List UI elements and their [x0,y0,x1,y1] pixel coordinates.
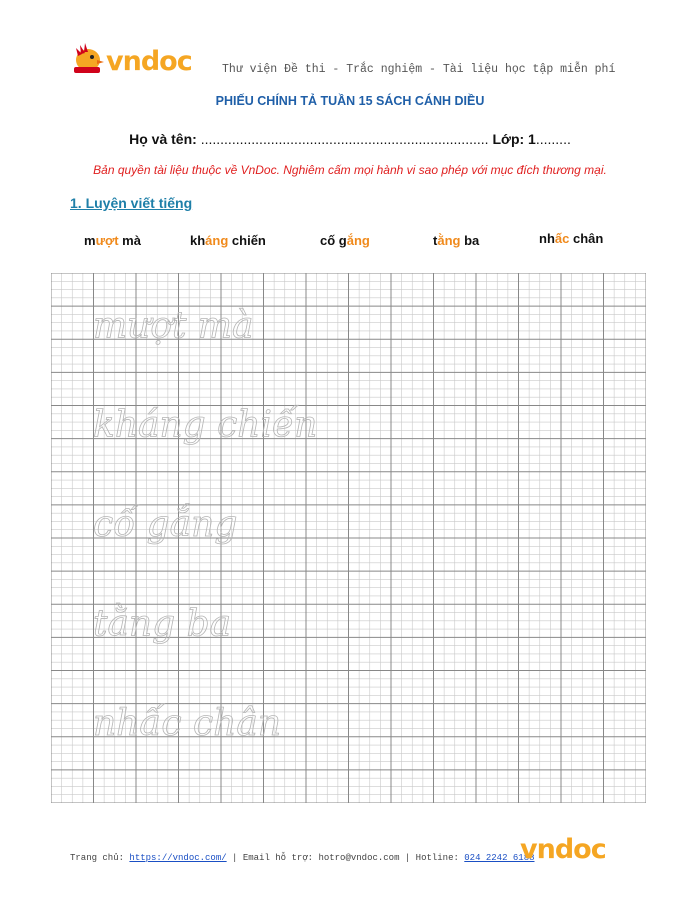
mascot-icon [74,43,104,73]
word-item: nhấc chân [539,231,604,246]
name-label: Họ và tên: [129,131,197,147]
section-heading: 1. Luyện viết tiếng [70,195,193,211]
word-item: tằng ba [433,233,480,248]
tracing-word: mượt mà [93,305,254,347]
logo-text: vndoc [106,46,192,77]
copyright-notice: Bản quyền tài liệu thuộc về VnDoc. Nghiêm cấm mọi hành vi sao phép với mục đích thương mại. [93,163,607,177]
tracing-word: kháng chiến [93,404,318,446]
footer-contact: Trang chủ: https://vndoc.com/ | Email hỗ trợ: hotro@vndoc.com | Hotline: 024 2242 6188 [70,853,535,863]
handwriting-grid[interactable] [51,273,646,803]
name-dots[interactable]: .......................................................................... [200,131,489,147]
word-item: cố gắng [320,233,370,248]
home-link[interactable]: https://vndoc.com/ [129,853,227,863]
tracing-word: tằng ba [93,603,232,645]
footer-logo [520,833,620,865]
class-dots[interactable]: ......... [535,131,571,147]
page-title: PHIẾU CHÍNH TẢ TUẦN 15 SÁCH CÁNH DIỀU [215,94,485,108]
word-item: mượt mà [84,233,141,248]
site-tagline: Thư viện Đề thi - Trắc nghiệm - Tài liệu học tập miễn phí [222,63,616,76]
hotline-link[interactable]: 024 2242 6188 [464,853,535,863]
class-label: Lớp: 1 [492,131,536,147]
svg-text:vndoc: vndoc [520,834,606,865]
name-class-line [0,131,700,147]
tracing-word: cố gắng [93,504,238,545]
vndoc-logo [70,40,205,80]
word-item: kháng chiến [190,233,266,248]
tracing-word: nhấc chân [93,702,282,744]
